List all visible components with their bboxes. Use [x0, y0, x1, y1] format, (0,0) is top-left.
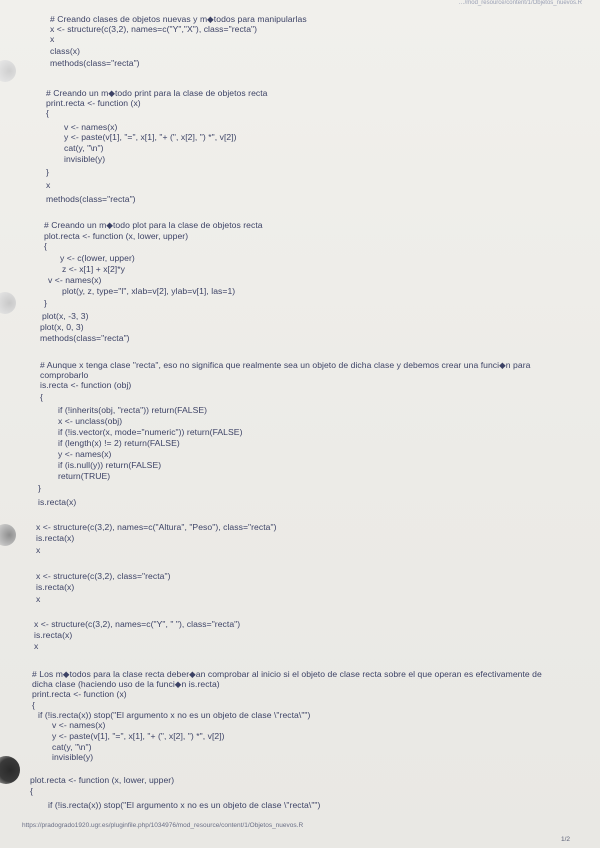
code-line: x <- structure(c(3,2), names=c("Altura", "Peso"), class="recta")	[36, 522, 277, 532]
code-line: invisible(y)	[52, 752, 94, 762]
code-line: # Creando un m◆todo print para la clase de objetos recta	[46, 88, 268, 98]
code-line: is.recta(x)	[38, 497, 77, 507]
code-line: {	[44, 241, 47, 251]
code-line: y <- paste(v[1], "=", x[1], "+ (", x[2], ") *", v[2])	[52, 731, 225, 741]
code-line: y <- names(x)	[58, 449, 112, 459]
code-line: {	[32, 700, 35, 710]
code-line: # Creando clases de objetos nuevas y m◆todos para manipularlas	[50, 14, 307, 24]
code-line: plot(x, -3, 3)	[42, 311, 89, 321]
code-line: methods(class="recta")	[40, 333, 130, 343]
code-line: }	[44, 298, 47, 308]
punch-hole-bottom	[0, 756, 20, 784]
code-line: y <- c(lower, upper)	[60, 253, 135, 263]
code-line: v <- names(x)	[48, 275, 102, 285]
code-line: invisible(y)	[64, 154, 106, 164]
code-line: if (!is.vector(x, mode="numeric")) return(FALSE)	[58, 427, 243, 437]
code-line: if (!inherits(obj, "recta")) return(FALSE)	[58, 405, 208, 415]
code-line: plot.recta <- function (x, lower, upper)	[44, 231, 189, 241]
code-line: methods(class="recta")	[46, 194, 136, 204]
code-line: plot.recta <- function (x, lower, upper)	[30, 775, 175, 785]
code-line: }	[38, 483, 41, 493]
code-line: x <- structure(c(3,2), class="recta")	[36, 571, 171, 581]
code-line: cat(y, "\n")	[64, 143, 104, 153]
code-line: print.recta <- function (x)	[46, 98, 141, 108]
code-line: y <- paste(v[1], "=", x[1], "+ (", x[2], ") *", v[2])	[64, 132, 237, 142]
code-line: dicha clase (haciendo uso de la funci◆n is.recta)	[32, 679, 220, 689]
footer-url: https://pradogrado1920.ugr.es/pluginfile.php/1034976/mod_resource/content/1/Objetos_nuevos.R	[22, 822, 304, 829]
code-line: x	[36, 594, 41, 604]
header-url: …/mod_resource/content/1/Objetos_nuevos.R	[458, 0, 582, 6]
code-line: if (!is.recta(x)) stop("El argumento x no es un objeto de clase \"recta\"")	[48, 800, 321, 810]
punch-hole-top	[0, 60, 16, 82]
code-line: is.recta(x)	[34, 630, 73, 640]
code-line: x <- structure(c(3,2), names=c("Y", " "), class="recta")	[34, 619, 241, 629]
code-line: x	[36, 545, 41, 555]
code-line: if (!is.recta(x)) stop("El argumento x no es un objeto de clase \"recta\"")	[38, 710, 311, 720]
code-line: {	[30, 786, 33, 796]
code-line: {	[40, 392, 43, 402]
code-line: plot(y, z, type="l", xlab=v[2], ylab=v[1], las=1)	[62, 286, 236, 296]
code-line: is.recta <- function (obj)	[40, 380, 132, 390]
code-line: plot(x, 0, 3)	[40, 322, 84, 332]
code-line: v <- names(x)	[52, 720, 106, 730]
code-line: print.recta <- function (x)	[32, 689, 127, 699]
code-line: # Aunque x tenga clase "recta", eso no significa que realmente sea un objeto de dicha clase y debemos crear una funci◆n para	[40, 360, 531, 370]
code-line: methods(class="recta")	[50, 58, 140, 68]
code-line: }	[46, 167, 49, 177]
code-line: is.recta(x)	[36, 582, 75, 592]
punch-hole-middle	[0, 292, 16, 314]
code-line: if (length(x) != 2) return(FALSE)	[58, 438, 180, 448]
code-line: is.recta(x)	[36, 533, 75, 543]
code-line: cat(y, "\n")	[52, 742, 92, 752]
code-line: # Los m◆todos para la clase recta deber◆an comprobar al inicio si el objeto de clase recta sobre el que operan es efectivamente de	[32, 669, 542, 679]
code-line: x	[46, 180, 51, 190]
punch-hole-lower	[0, 524, 16, 546]
code-line: return(TRUE)	[58, 471, 111, 481]
code-line: z <- x[1] + x[2]*y	[62, 264, 125, 274]
code-line: x	[34, 641, 39, 651]
code-line: class(x)	[50, 46, 80, 56]
code-line: if (is.null(y)) return(FALSE)	[58, 460, 162, 470]
code-line: # Creando un m◆todo plot para la clase de objetos recta	[44, 220, 263, 230]
code-line: x <- structure(c(3,2), names=c("Y","X"), class="recta")	[50, 24, 258, 34]
code-line: x <- unclass(obj)	[58, 416, 123, 426]
code-line: comprobarlo	[40, 370, 89, 380]
page-number: 1/2	[561, 836, 571, 843]
code-line: x	[50, 34, 55, 44]
code-line: v <- names(x)	[64, 122, 118, 132]
code-line: {	[46, 108, 49, 118]
